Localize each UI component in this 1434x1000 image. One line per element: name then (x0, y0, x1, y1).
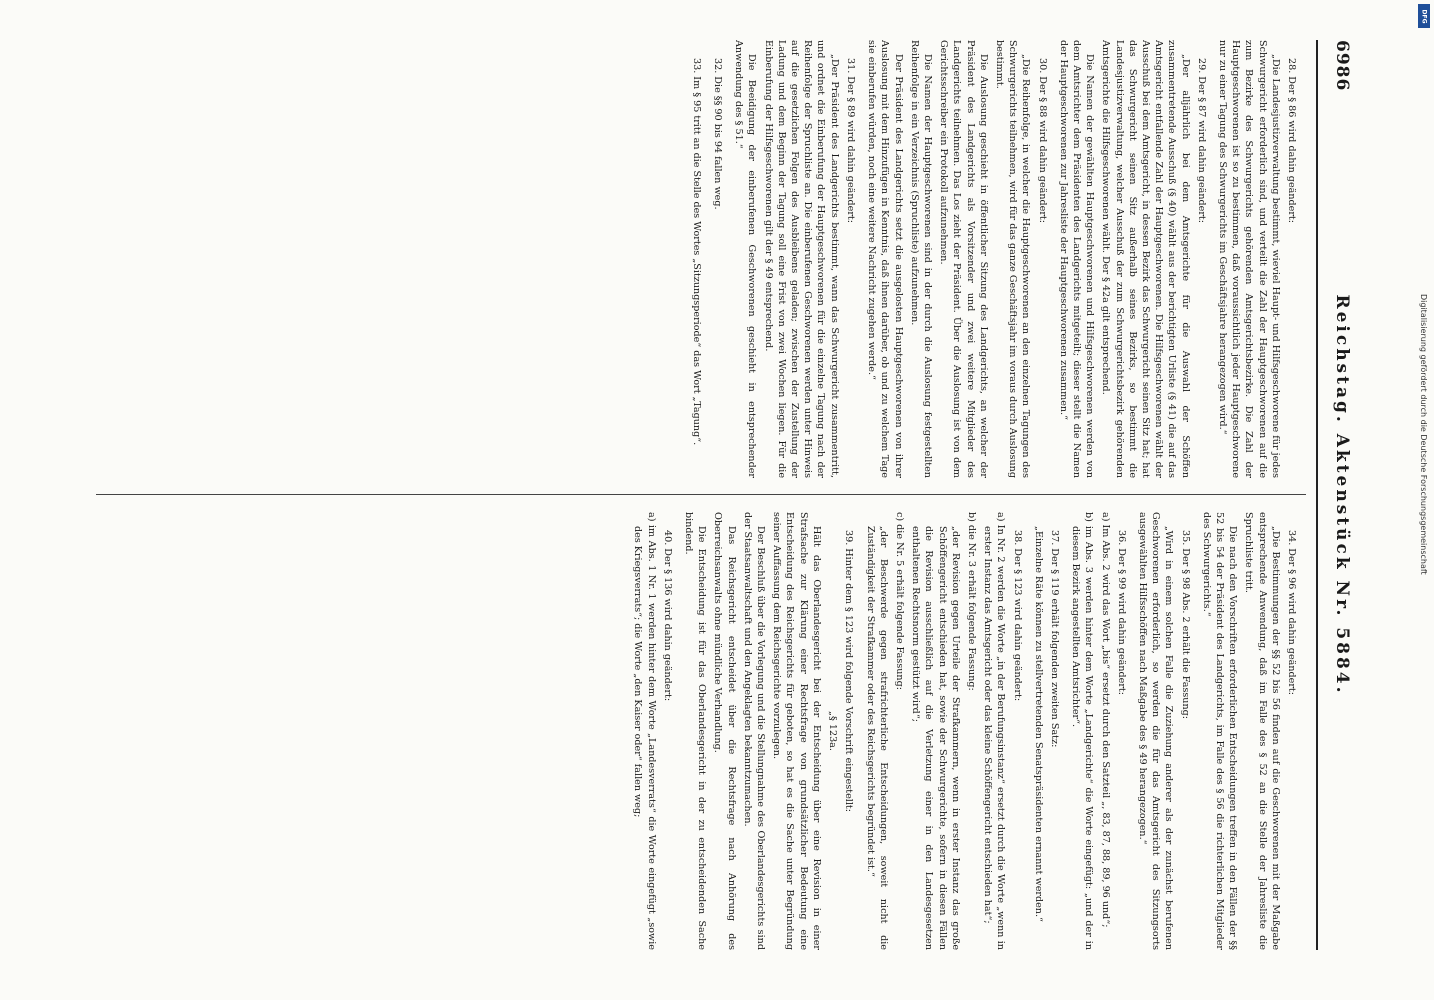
paragraph: c) die Nr. 5 erhält folgende Fassung: (893, 512, 905, 690)
paragraph: a) Im Abs. 2 wird das Wort „bis“ ersetzt durch den Satzteil „, 83, 87, 88, 89, 96 und“; (1099, 512, 1111, 928)
section-heading: 34. Der § 96 wird dahin geändert: (1286, 530, 1297, 696)
paragraph: „Die Reihenfolge, in welcher die Hauptgeschworenen an den einzelnen Tagungen des Schwurgerichts teilnehmen, wird für das ganze Geschäftsjahr im voraus durch Auslosung bestimmt. (993, 40, 1032, 478)
paragraph: Die Namen der Hauptgeschworenen sind in der durch die Auslosung festgestellten Reihenfolge in ein Verzeichnis (Spruchliste) aufzunehmen. (908, 40, 933, 478)
paragraph: Die nach den Vorschriften erforderlichen Entscheidungen treffen in den Fällen der §§ 52 bis 54 der Präsident des Landgerichts, im Falle des § 56 die richterlichen Mitglieder des Schwurgerichts.“ (1200, 512, 1239, 950)
paragraph: a) im Abs. 1 Nr. 1 werden hinter dem Worte „Landesverrats“ die Worte eingefügt „sowie des Kriegsverrats“; die Worte „den Kaiser oder“ fallen weg; (632, 512, 657, 950)
paragraph: b) die Nr. 3 erhält folgende Fassung: (965, 512, 977, 691)
digitization-credit (1418, 4, 1430, 994)
text-column-right (81, 512, 1306, 950)
paragraph: Der Beschluß über die Vorlegung und die Stellungnahme des Oberlandesgerichts sind der Staatsanwaltschaft und den Angeklagten bekanntzumachen. (741, 512, 767, 950)
paragraph: b) im Abs. 3 werden hinter dem Worte „Landgerichte“ die Worte eingefügt: „und der in diesem Bezirk angestellten Amtsrichter“. (1070, 512, 1095, 950)
section-heading: 31. Der § 89 wird dahin geändert: (844, 58, 856, 224)
paragraph: „der Revision gegen Urteile der Strafkammern, wenn in erster Instanz das große Schöffengericht entschieden hat, sowie der Schwurgerichte, sofern in diesen Fällen die Revision ausschließlich auf die Verletzung einer in den Landesgesetzen enthaltenen Rechtsnorm gestützt wird“; (910, 526, 961, 950)
section-heading: 37. Der § 119 erhält folgenden zweiten Satz: (1048, 530, 1060, 748)
section-heading: 39. Hinter dem § 123 wird folgende Vorschrift eingestellt: (843, 530, 855, 812)
paragraph: „Der alljährlich bei dem Amtsgerichte für die Auswahl der Schöffen zusammentretende Ausschuß (§ 40) wählt aus der berichtigten Urliste (§ 41) die auf das Amtsgericht entfallende Zahl der Hauptgeschworenen. Die Hilfsgeschworenen wählt der Ausschuß bei dem Amtsgericht, in dessen Bezirk das Schwurgericht seinen Sitz hat; hat das Schwurgericht seinen Sitz außerhalb seines Bezirks, so bestimmt die Landesjustizverwaltung, welcher Ausschuß der zum Schwurgerichtsbezirk gehörenden Amtsgerichte die Hilfsgeschworenen wählt. Der § 42a gilt entsprechend. (1100, 40, 1191, 478)
text-column-left (81, 40, 1306, 478)
header-rule (1316, 40, 1318, 950)
column-divider (96, 494, 1306, 495)
paragraph: „Einzelne Räte können zu stellvertretenden Senatspräsidenten ernannt werden.“ (1032, 526, 1044, 922)
paragraph: Die Beeidigung der einberufenen Geschworenen geschieht in entsprechender Anwendung des § 51.“ (733, 40, 758, 478)
section-heading: 40. Der § 136 wird dahin geändert: (661, 530, 673, 702)
dfg-logo: DFG (1418, 4, 1430, 28)
paragraph: Hält das Oberlandesgericht bei der Entscheidung über eine Revision in einer Strafsache zur Klärung einer Rechtsfrage von grundsätzlicher Bedeutung eine Entscheidung des Reichsgerichts für geboten, so hat es die Sache unter Begründung seiner Auffassung dem Reichsgerichte vorzulegen. (771, 512, 822, 950)
paragraph: Das Reichsgericht entscheidet über die Rechtsfrage nach Anhörung des Oberreichsanwalts ohne mündliche Verhandlung. (712, 512, 737, 950)
paragraph: „Wird in einem solchen Falle die Zuziehung anderer als der zunächst berufenen Geschworenen erforderlich, so werden die für das Amtsgericht des Sitzungsorts ausgewählten Hilfsschöffen nach Maßgabe des § 49 herangezogen.“ (1136, 512, 1175, 950)
paragraph: „der Beschwerde gegen strafrichterliche Entscheidungen, soweit nicht die Zuständigkeit der Strafkammer oder des Reichsgerichts begründet ist.“ (864, 526, 889, 950)
section-heading: 29. Der § 87 wird dahin geändert: (1195, 58, 1207, 224)
page-header (1322, 40, 1352, 950)
paragraph: Die Namen der gewählten Hauptgeschworenen und Hilfsgeschworenen werden von dem Amtsrichter dem Präsidenten des Landgerichts mitgeteilt; dieser stellt die Namen der Hauptgeschworenen zur Jahresliste der Hauptgeschworenen zusammen.“ (1057, 40, 1096, 478)
page-number: 6986 (1332, 40, 1352, 92)
paragraph: Die Entscheidung ist für das Oberlandesgericht in der zu entscheidenden Sache bindend. (683, 512, 708, 950)
paragraph: „Der Präsident des Landgerichts bestimmt, wann das Schwurgericht zusammentritt, und ordnet die Einberufung der Hauptgeschworenen für die einzelne Tagung nach der Reihenfolge der Spruchliste an. Die einberufenen Geschworenen werden unter Hinweis auf die gesetzlichen Folgen des Ausbleibens geladen; zwischen der Zustellung der Ladung und dem Beginn der Tagung soll eine Frist von zwei Wochen liegen. Für die Einberufung der Hilfsgeschworenen gilt der § 49 entsprechend. (762, 40, 840, 478)
section-heading: 30. Der § 88 wird dahin geändert: (1036, 58, 1048, 224)
section-heading: 36. Der § 99 wird dahin geändert: (1115, 530, 1127, 696)
paragraph: „Die Bestimmungen der §§ 52 bis 56 finden auf die Geschworenen mit der Maßgabe entsprechende Anwendung, daß im Falle des § 52 an die Stelle der Jahresliste die Spruchliste tritt. (1243, 512, 1281, 950)
section-heading: 33. Im § 95 tritt an die Stelle des Wortes „Sitzungsperiode“ das Wort „Tagung“. (690, 58, 702, 446)
paragraph: Der Präsident des Landgerichts setzt die ausgelosten Hauptgeschworenen von ihrer Auslosung mit dem Hinzufügen in Kenntnis, daß ihnen darüber, ob und zu welchem Tage sie einberufen würden, noch eine weitere Nachricht zugehen werde.“ (866, 40, 904, 478)
credit-text: Digitalisierung gefördert durch die Deutsche Forschungsgemeinschaft (1419, 294, 1428, 575)
section-title: „§ 123a. (827, 711, 839, 751)
paragraph: „Die Landesjustizverwaltung bestimmt, wieviel Haupt- und Hilfsgeschworene für jedes Schwurgericht erforderlich sind, und verteilt die Zahl der Hauptgeschworenen auf die zum Bezirke des Schwurgerichts gehörenden Amtsgerichtsbezirke. Die Zahl der Hauptgeschworenen ist so zu bestimmen, daß voraussichtlich jeder Hauptgeschworene nur zu einer Tagung des Schwurgerichts im Geschäftsjahre herangezogen wird.“ (1216, 40, 1281, 478)
section-heading: 35. Der § 98 Abs. 2 erhält die Fassung: (1179, 530, 1191, 720)
section-heading: 32. Die §§ 90 bis 94 fallen weg. (712, 58, 724, 210)
section-heading: 28. Der § 86 wird dahin geändert: (1286, 58, 1297, 224)
paragraph: Die Auslosung geschieht in öffentlicher Sitzung des Landgerichts, an welcher der Präsident des Landgerichts als Vorsitzender und zwei weitere Mitglieder des Landgerichts teilnehmen. Das Los zieht der Präsident. Über die Auslosung ist von dem Gerichtsschreiber ein Protokoll aufzunehmen. (938, 40, 989, 478)
running-title: Reichstag. Aktenstück Nr. 5884. (1332, 294, 1352, 696)
section-heading: 38. Der § 123 wird dahin geändert: (1011, 530, 1023, 702)
paragraph: a) In Nr. 2 werden die Worte „in der Berufungsinstanz“ ersetzt durch die Worte „wenn in erster Instanz das Amtsgericht oder das kleine Schöffengericht entschieden hat“; (982, 512, 1007, 950)
rotated-page-content (60, 0, 1370, 1000)
